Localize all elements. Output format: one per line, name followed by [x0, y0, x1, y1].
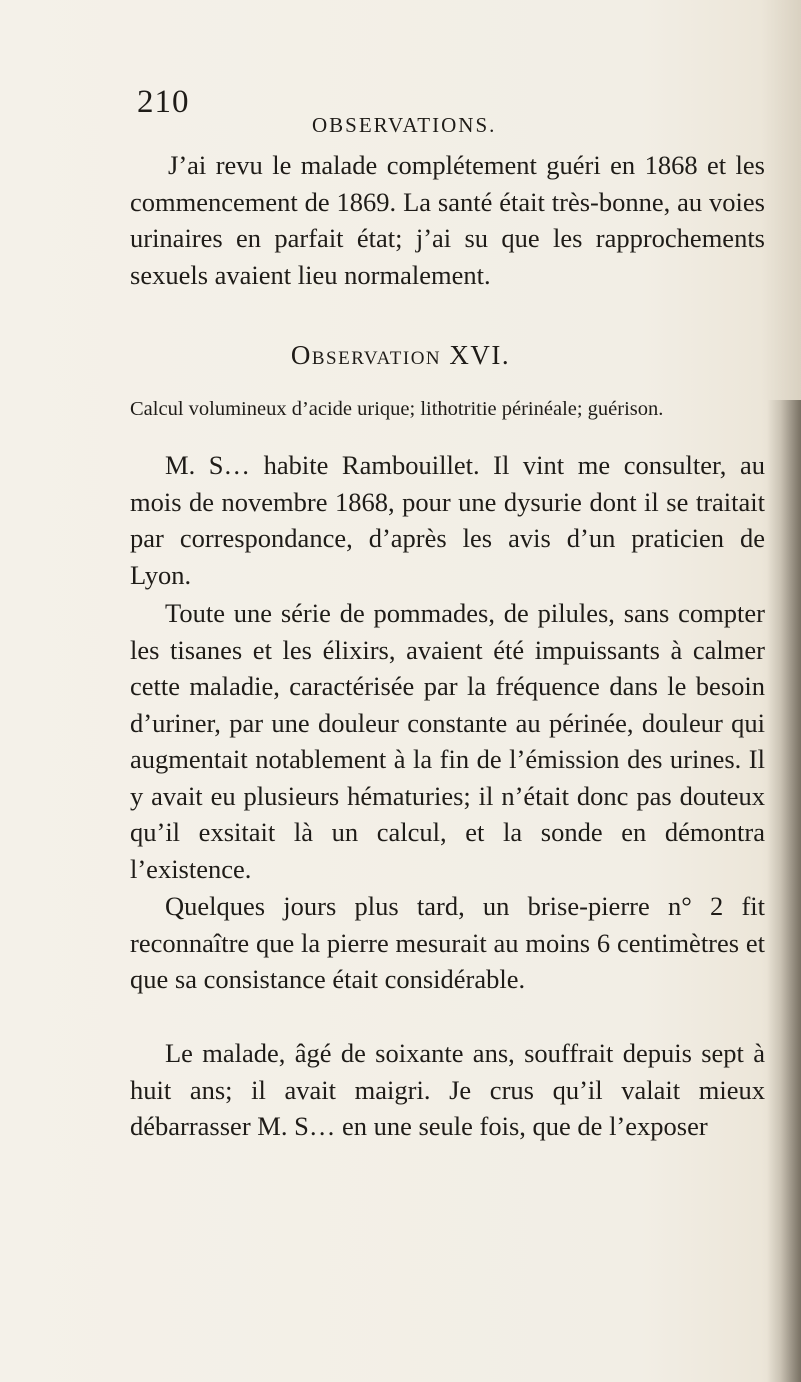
running-head: OBSERVATIONS. — [312, 113, 497, 137]
body-paragraph: Quelques jours plus tard, un brise-pierre n° 2 fit reconnaître que la pierre mesurait au moins 6 centimètres et que sa consistance était considérable. — [130, 891, 765, 994]
observation-title — [0, 338, 801, 372]
observation-title-text: Observation XVI. — [290, 340, 511, 370]
body-paragraph: M. S… habite Rambouillet. Il vint me consulter, au mois de novembre 1868, pour une dysurie dont il se traitait par correspondance, d’après les avis d’un praticien de Lyon. — [130, 450, 765, 590]
body-paragraph: Le malade, âgé de soixante ans, souffrait depuis sept à huit ans; il avait maigri. Je crus qu’il valait mieux débarrasser M. S… en une seule fois, que de l’exposer — [130, 1038, 765, 1141]
page-edge-shadow — [767, 400, 801, 1382]
intro-paragraph: J’ai revu le malade complétement guéri en 1868 et les commencement de 1869. La santé était très-bonne, au voies urinaires en parfait état; j’ai su que les rapprochements sexuels avaient lieu normalement. — [130, 150, 765, 290]
observation-summary: Calcul volumineux d’acide urique; lithotritie périnéale; guérison. — [130, 398, 664, 420]
body-paragraph: Toute une série de pommades, de pilules, sans compter les tisanes et les élixirs, avaient été impuissants à calmer cette maladie, caractérisée par la fréquence dans le besoin d’uriner, par une douleur constante au périnée, douleur qui augmentait notablement à la fin de l’émission des urines. Il y avait eu plusieurs hématuries; il n’était donc pas douteux qu’il exsitait là un calcul, et la sonde en démontra l’existence. — [130, 598, 765, 884]
page-number: 210 — [137, 84, 190, 120]
